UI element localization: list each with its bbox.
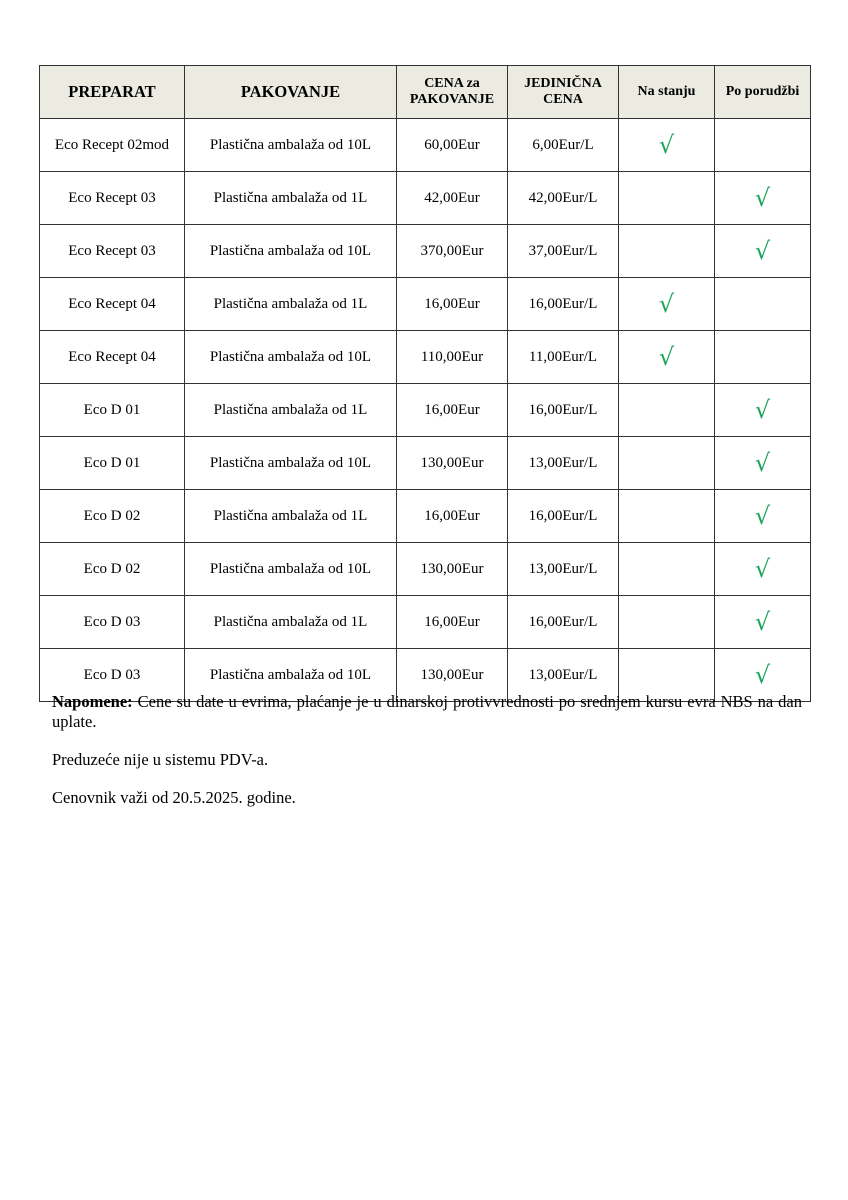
check-icon: √	[754, 449, 771, 477]
cell-preparat: Eco D 02	[40, 490, 185, 543]
cell-jedinicna: 16,00Eur/L	[508, 278, 619, 331]
header-po-porudzbi: Po porudžbi	[715, 66, 811, 119]
cell-jedinicna: 11,00Eur/L	[508, 331, 619, 384]
table-row	[40, 331, 811, 384]
header-cena-za-pakovanje	[397, 66, 508, 119]
cell-preparat: Eco Recept 03	[40, 172, 185, 225]
notes-label: Napomene:	[52, 692, 133, 711]
header-na-stanju: Na stanju	[619, 66, 715, 119]
cell-pakovanje: Plastična ambalaža od 10L	[185, 119, 397, 172]
header-preparat: PREPARAT	[40, 66, 185, 119]
cell-cena: 16,00Eur	[397, 596, 508, 649]
cell-pakovanje: Plastična ambalaža od 1L	[185, 596, 397, 649]
cell-preparat: Eco D 03	[40, 596, 185, 649]
cell-pakovanje: Plastična ambalaža od 10L	[185, 649, 397, 702]
valid-from-note: Cenovnik važi od 20.5.2025. godine.	[52, 788, 296, 807]
cell-jedinicna: 42,00Eur/L	[508, 172, 619, 225]
cell-po-porudzbi	[715, 596, 811, 649]
cell-preparat: Eco Recept 04	[40, 278, 185, 331]
cell-cena: 130,00Eur	[397, 543, 508, 596]
cell-na-stanju	[619, 543, 715, 596]
header-cena-line2: PAKOVANJE	[409, 92, 495, 107]
cell-jedinicna: 13,00Eur/L	[508, 649, 619, 702]
header-pakovanje: PAKOVANJE	[185, 66, 397, 119]
cell-na-stanju	[619, 119, 715, 172]
pdv-note: Preduzeće nije u sistemu PDV-a.	[52, 750, 269, 769]
table-row	[40, 119, 811, 172]
cell-po-porudzbi	[715, 437, 811, 490]
cell-cena: 16,00Eur	[397, 278, 508, 331]
cell-cena: 42,00Eur	[397, 172, 508, 225]
header-jedinicna-cena	[508, 66, 619, 119]
cell-preparat: Eco D 01	[40, 384, 185, 437]
cell-pakovanje: Plastična ambalaža od 1L	[185, 384, 397, 437]
cell-preparat: Eco D 02	[40, 543, 185, 596]
cell-pakovanje: Plastična ambalaža od 10L	[185, 331, 397, 384]
cell-jedinicna: 13,00Eur/L	[508, 543, 619, 596]
cell-na-stanju	[619, 596, 715, 649]
cell-preparat: Eco D 03	[40, 649, 185, 702]
cell-po-porudzbi	[715, 119, 811, 172]
cell-pakovanje: Plastična ambalaža od 1L	[185, 490, 397, 543]
header-jedinicna-line2: CENA	[543, 92, 583, 107]
table-row	[40, 172, 811, 225]
table-row	[40, 384, 811, 437]
cell-cena: 16,00Eur	[397, 490, 508, 543]
cell-pakovanje: Plastična ambalaža od 10L	[185, 437, 397, 490]
cell-po-porudzbi	[715, 490, 811, 543]
notes-paragraph	[52, 692, 802, 732]
cell-jedinicna: 37,00Eur/L	[508, 225, 619, 278]
cell-jedinicna: 6,00Eur/L	[508, 119, 619, 172]
cell-cena: 60,00Eur	[397, 119, 508, 172]
check-icon: √	[754, 502, 771, 530]
table-body	[40, 119, 811, 702]
cell-pakovanje: Plastična ambalaža od 1L	[185, 278, 397, 331]
cell-po-porudzbi	[715, 278, 811, 331]
cell-po-porudzbi	[715, 384, 811, 437]
check-icon: √	[754, 184, 771, 212]
check-icon: √	[754, 237, 771, 265]
cell-preparat: Eco Recept 03	[40, 225, 185, 278]
header-cena-line1: CENA za	[424, 75, 480, 91]
cell-po-porudzbi	[715, 172, 811, 225]
table-row	[40, 596, 811, 649]
cell-preparat: Eco Recept 02mod	[40, 119, 185, 172]
cell-cena: 110,00Eur	[397, 331, 508, 384]
cell-na-stanju	[619, 278, 715, 331]
check-icon: √	[658, 131, 675, 159]
table-row	[40, 225, 811, 278]
check-icon: √	[754, 608, 771, 636]
cell-preparat: Eco D 01	[40, 437, 185, 490]
cell-na-stanju	[619, 172, 715, 225]
cell-po-porudzbi	[715, 543, 811, 596]
cell-na-stanju	[619, 225, 715, 278]
cell-na-stanju	[619, 384, 715, 437]
cell-cena: 16,00Eur	[397, 384, 508, 437]
cell-jedinicna: 13,00Eur/L	[508, 437, 619, 490]
cell-pakovanje: Plastična ambalaža od 1L	[185, 172, 397, 225]
cell-na-stanju	[619, 331, 715, 384]
cell-pakovanje: Plastična ambalaža od 10L	[185, 543, 397, 596]
cell-preparat: Eco Recept 04	[40, 331, 185, 384]
cell-cena: 130,00Eur	[397, 649, 508, 702]
cell-po-porudzbi	[715, 331, 811, 384]
check-icon: √	[658, 343, 675, 371]
table-row	[40, 437, 811, 490]
cell-jedinicna: 16,00Eur/L	[508, 384, 619, 437]
table-row	[40, 278, 811, 331]
check-icon: √	[658, 290, 675, 318]
table-row	[40, 490, 811, 543]
cell-na-stanju	[619, 437, 715, 490]
cell-cena: 130,00Eur	[397, 437, 508, 490]
notes-text: Cene su date u evrima, plaćanje je u dinarskoj protivvrednosti po srednjem kursu evra NBS na dan uplate.	[52, 692, 802, 731]
header-jedinicna-line1: JEDINIČNA	[524, 75, 602, 91]
price-table	[39, 65, 811, 702]
check-icon: √	[754, 661, 771, 689]
cell-cena: 370,00Eur	[397, 225, 508, 278]
check-icon: √	[754, 396, 771, 424]
cell-po-porudzbi	[715, 225, 811, 278]
notes-section	[52, 692, 802, 826]
cell-na-stanju	[619, 490, 715, 543]
cell-jedinicna: 16,00Eur/L	[508, 490, 619, 543]
check-icon: √	[754, 555, 771, 583]
table-header-row	[40, 66, 811, 119]
cell-jedinicna: 16,00Eur/L	[508, 596, 619, 649]
table-row	[40, 543, 811, 596]
cell-pakovanje: Plastična ambalaža od 10L	[185, 225, 397, 278]
